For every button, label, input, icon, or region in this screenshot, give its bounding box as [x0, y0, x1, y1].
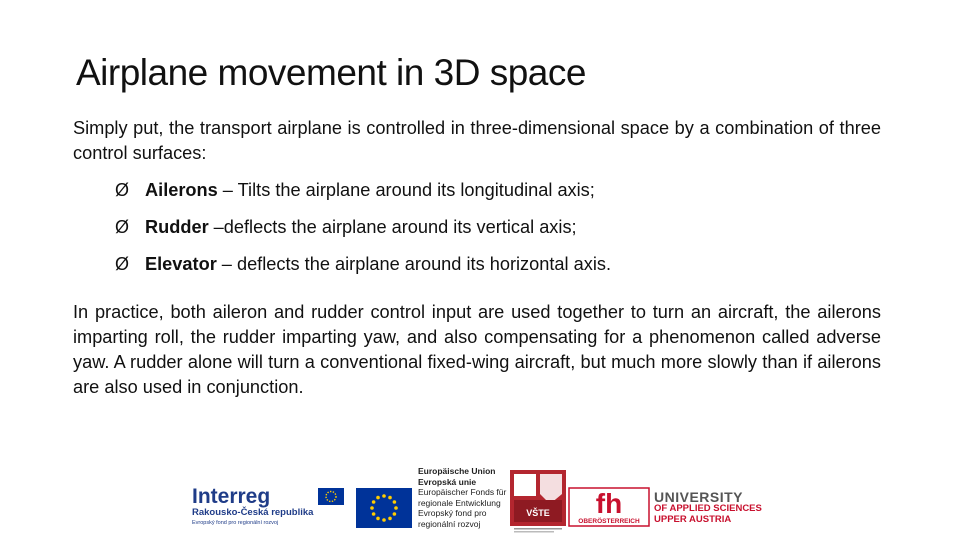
desc-rudder: –deflects the airplane around its vertical axis;	[213, 217, 577, 237]
arrow-bullet-icon: Ø	[115, 254, 130, 274]
eu-flag-icon	[356, 488, 412, 528]
desc-ailerons: – Tilts the airplane around its longitudinal axis;	[222, 180, 595, 200]
list-item-ailerons	[115, 180, 611, 217]
eu-text-line: regionální rozvoj	[418, 518, 481, 529]
arrow-bullet-icon: Ø	[115, 180, 130, 200]
vste-label: VŠTE	[526, 508, 550, 518]
eu-text-line: regionale Entwicklung	[418, 497, 501, 508]
fh-subtitle: OBERÖSTERREICH	[578, 518, 640, 525]
vste-logo	[510, 470, 566, 534]
eu-text-line: Evropský fond pro	[418, 508, 487, 518]
arrow-bullet-icon: Ø	[115, 217, 130, 237]
eu-text-line: Europäische Union	[418, 466, 496, 476]
fh-wordmark: fh	[595, 488, 623, 519]
eu-flag-small-icon	[318, 488, 344, 505]
eu-fund-text	[418, 466, 506, 529]
university-line: UNIVERSITY	[654, 489, 744, 505]
eu-text-line: Europäischer Fonds für	[418, 487, 507, 497]
term-elevator: Elevator	[145, 254, 217, 274]
term-rudder: Rudder	[145, 217, 209, 237]
term-ailerons: Ailerons	[145, 180, 218, 200]
university-line: UPPER AUSTRIA	[654, 514, 732, 525]
practice-paragraph: In practice, both aileron and rudder control input are used together to turn an aircraft, the ailerons imparting roll, the rudder imparting yaw, and also compensating for a phenomenon called adverse yaw. A rudder alone will turn a conventional fixed-wing aircraft, but much more slowly than if ailerons are also used in conjunction.	[73, 302, 881, 397]
interreg-fund: Evropský fond pro regionální rozvoj	[192, 520, 279, 526]
list-item-rudder	[115, 217, 611, 254]
control-surfaces-list	[115, 180, 611, 291]
eu-text-line: Evropská unie	[418, 476, 477, 487]
intro-paragraph: Simply put, the transport airplane is controlled in three-dimensional space by a combination of three control surfaces:	[73, 118, 881, 163]
fh-logo	[568, 487, 650, 527]
university-line: OF APPLIED SCIENCES	[654, 503, 762, 514]
list-item-elevator	[115, 254, 611, 291]
university-logo-text	[654, 489, 762, 525]
interreg-program: Rakousko-Česká republika	[192, 507, 314, 518]
desc-elevator: – deflects the airplane around its horizontal axis.	[221, 254, 612, 274]
interreg-logo	[190, 484, 346, 526]
slide-title: Airplane movement in 3D space	[76, 52, 586, 93]
interreg-wordmark: Interreg	[192, 485, 271, 508]
